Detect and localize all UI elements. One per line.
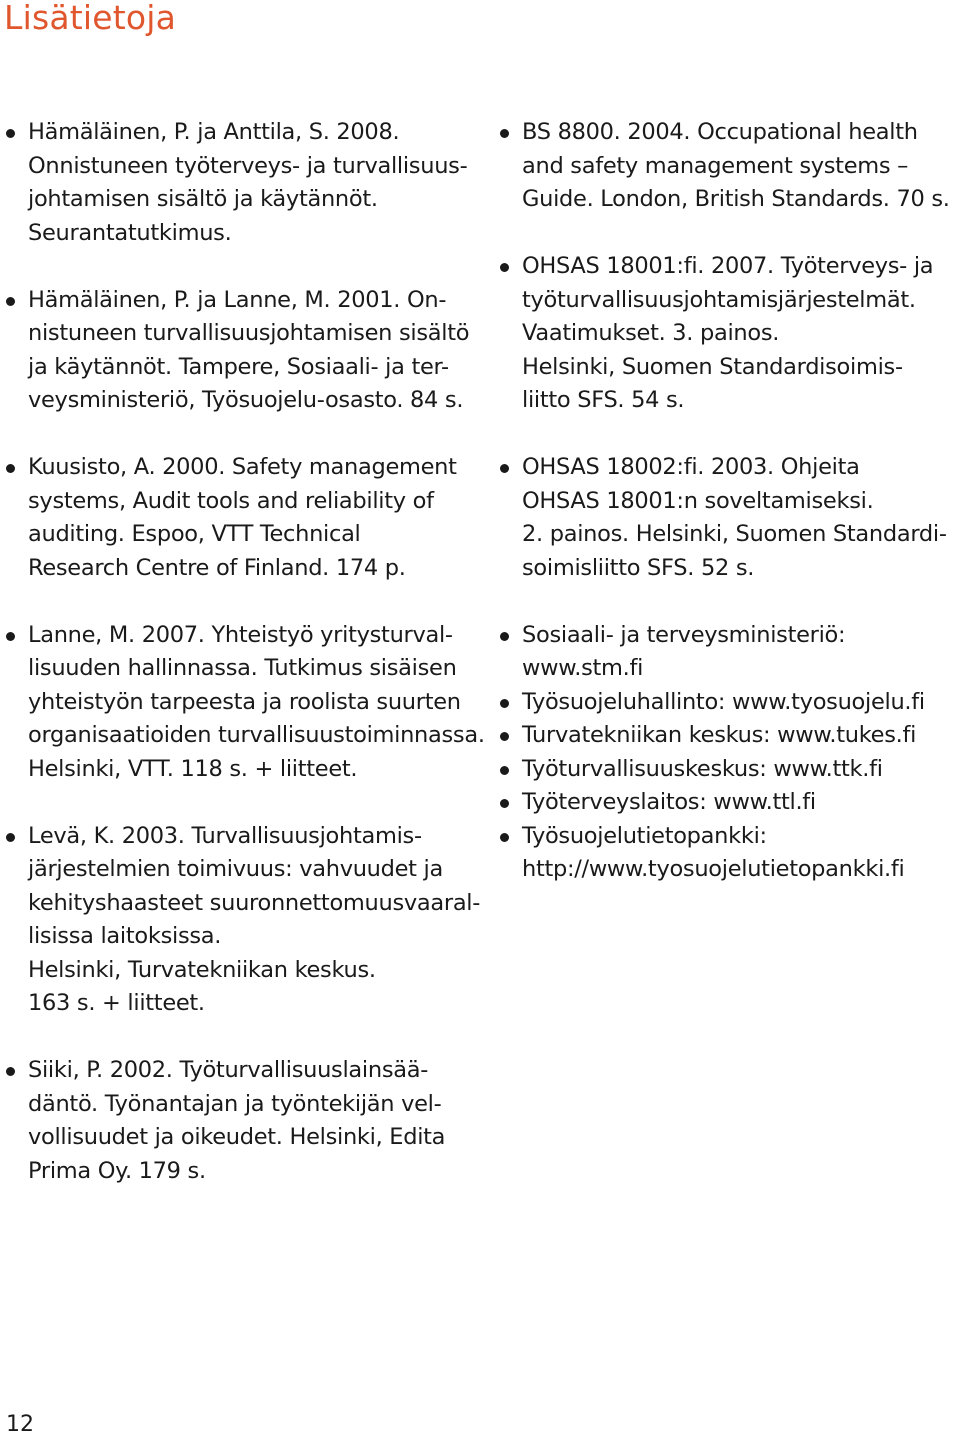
reference-text: Kuusisto, A. 2000. Safety management systems, Audit tools and reliability of auditing. Espoo, VTT Technical Research Centre of Finland. 174 p. xyxy=(28,454,457,581)
link-item xyxy=(522,786,958,820)
reference-text: OHSAS 18002:fi. 2003. Ohjeita OHSAS 18001:n soveltamiseksi. 2. painos. Helsinki, Suomen Standardi- soimisliitto SFS. 52 s. xyxy=(522,454,947,581)
reference-item xyxy=(28,284,484,418)
link-item xyxy=(522,820,958,887)
link-item xyxy=(522,719,958,753)
reference-text: Lanne, M. 2007. Yhteistyö yritysturval- lisuuden hallinnassa. Tutkimus sisäisen yhteistyön tarpeesta ja roolista suurten organisaatioiden turvallisuustoiminnassa. Helsinki, VTT. 118 s. + liitteet. xyxy=(28,621,485,782)
references-right-column xyxy=(522,116,958,887)
reference-item xyxy=(28,820,484,1021)
page-number: 12 xyxy=(6,1412,34,1437)
page-title: Lisätietoja xyxy=(4,0,177,37)
link-item xyxy=(522,619,958,686)
reference-text: BS 8800. 2004. Occupational health and safety management systems – Guide. London, British Standards. 70 s. xyxy=(522,119,950,212)
reference-item xyxy=(28,451,484,585)
link-text: Työturvallisuuskeskus: www.ttk.fi xyxy=(522,755,883,782)
reference-item xyxy=(522,116,958,217)
link-text: Työsuojelutietopankki: http://www.tyosuojelutietopankki.fi xyxy=(522,822,905,882)
link-text: Työterveyslaitos: www.ttl.fi xyxy=(522,789,816,815)
reference-item xyxy=(28,619,484,787)
reference-item xyxy=(522,250,958,418)
reference-item xyxy=(28,1054,484,1188)
link-item xyxy=(522,753,958,787)
reference-text: Hämäläinen, P. ja Anttila, S. 2008. Onnistuneen työterveys- ja turvallisuus- johtamisen sisältö ja käytännöt. Seurantatutkimus. xyxy=(28,119,468,246)
reference-text: Siiki, P. 2002. Työturvallisuuslainsää- däntö. Työnantajan ja työntekijän vel- vollisuudet ja oikeudet. Helsinki, Edita Prima Oy. 179 s. xyxy=(28,1057,446,1184)
link-text: Turvatekniikan keskus: www.tukes.fi xyxy=(522,722,917,748)
references-left-column xyxy=(28,116,484,1222)
link-item xyxy=(522,686,958,720)
reference-text: Levä, K. 2003. Turvallisuusjohtamis- järjestelmien toimivuus: vahvuudet ja kehityshaasteet suuronnettomuusvaaral- lisissa laitoksissa. Helsinki, Turvatekniikan keskus. 163 s. + liitteet. xyxy=(28,822,481,1016)
link-text: Sosiaali- ja terveysministeriö: www.stm.fi xyxy=(522,621,846,681)
reference-text: OHSAS 18001:fi. 2007. Työterveys- ja työturvallisuusjohtamisjärjestelmät. Vaatimukset. 3. painos. Helsinki, Suomen Standardisoimis- liitto SFS. 54 s. xyxy=(522,253,934,413)
link-text: Työsuojeluhallinto: www.tyosuojelu.fi xyxy=(522,688,925,715)
reference-text: Hämäläinen, P. ja Lanne, M. 2001. On- nistuneen turvallisuusjohtamisen sisältö ja käytännöt. Tampere, Sosiaali- ja ter- veysministeriö, Työsuojelu-osasto. 84 s. xyxy=(28,286,470,413)
reference-item xyxy=(522,451,958,585)
reference-item xyxy=(28,116,484,250)
